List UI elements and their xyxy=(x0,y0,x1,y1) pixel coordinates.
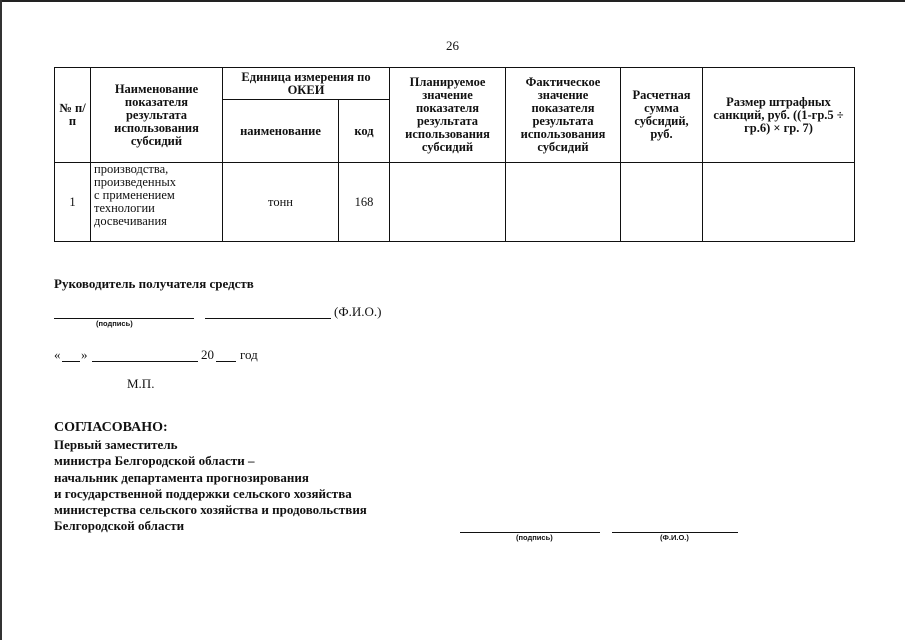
stamp-label: М.П. xyxy=(127,376,155,391)
header-actual: Фактическое значение показателя результата использования субсидий xyxy=(506,68,621,163)
approval-fio-caption: (Ф.И.О.) xyxy=(660,533,689,542)
approval-line: министра Белгородской области – xyxy=(54,453,255,469)
name-line: произведенных xyxy=(94,175,176,189)
name-line: досвечивания xyxy=(94,214,167,228)
date-close-quote: » xyxy=(81,347,88,362)
cell-penalty[interactable] xyxy=(703,163,855,242)
header-unit-name: наименование xyxy=(223,100,339,163)
head-label: Руководитель получателя средств xyxy=(54,276,254,291)
table-row xyxy=(55,163,855,242)
page-edge-left xyxy=(0,0,2,640)
signature-caption: (подпись) xyxy=(96,319,133,328)
cell-unit-name: тонн xyxy=(223,163,339,242)
approval-line: Белгородской области xyxy=(54,518,185,534)
date-open-quote: « xyxy=(54,347,61,362)
name-line: с применением xyxy=(94,188,175,202)
date-day-line[interactable] xyxy=(62,361,80,362)
header-calc-sum: Расчетная сумма субсидий, руб. xyxy=(621,68,703,163)
cell-calc-sum[interactable] xyxy=(621,163,703,242)
approval-line: и государственной поддержки сельского хозяйства xyxy=(54,485,352,501)
header-unit-code: код xyxy=(339,100,390,163)
cell-indicator-name xyxy=(91,163,223,242)
page-number: 26 xyxy=(446,38,459,53)
cell-actual[interactable] xyxy=(506,163,621,242)
header-num: № п/п xyxy=(55,68,91,163)
date-year-suffix: год xyxy=(240,347,258,362)
approval-line: Первый заместитель xyxy=(54,437,178,452)
approval-line: министерства сельского хозяйства и продовольствия xyxy=(54,502,367,518)
date-year-prefix: 20 xyxy=(201,347,214,362)
fio-label: (Ф.И.О.) xyxy=(334,304,382,319)
header-unit-group: Единица измерения по ОКЕИ xyxy=(223,68,390,100)
approval-title: СОГЛАСОВАНО: xyxy=(54,420,168,435)
header-planned: Планируемое значение показателя результата использования субсидий xyxy=(390,68,506,163)
fio-line[interactable] xyxy=(205,318,331,319)
cell-num: 1 xyxy=(55,163,91,242)
cell-planned[interactable] xyxy=(390,163,506,242)
approval-line: начальник департамента прогнозирования xyxy=(54,469,309,485)
date-month-line[interactable] xyxy=(92,361,198,362)
date-year-line[interactable] xyxy=(216,361,236,362)
name-line: технологии xyxy=(94,201,155,215)
approval-lines xyxy=(54,437,367,535)
header-indicator-name: Наименование показателя результата использования субсидий xyxy=(91,68,223,163)
approval-signature-caption: (подпись) xyxy=(516,533,553,542)
cell-unit-code: 168 xyxy=(339,163,390,242)
results-table xyxy=(54,67,855,242)
name-line: производства, xyxy=(94,162,169,176)
page-edge-top xyxy=(0,0,905,2)
header-penalty: Размер штрафных санкций, руб. ((1-гр.5 ÷ гр.6) × гр. 7) xyxy=(703,68,855,163)
